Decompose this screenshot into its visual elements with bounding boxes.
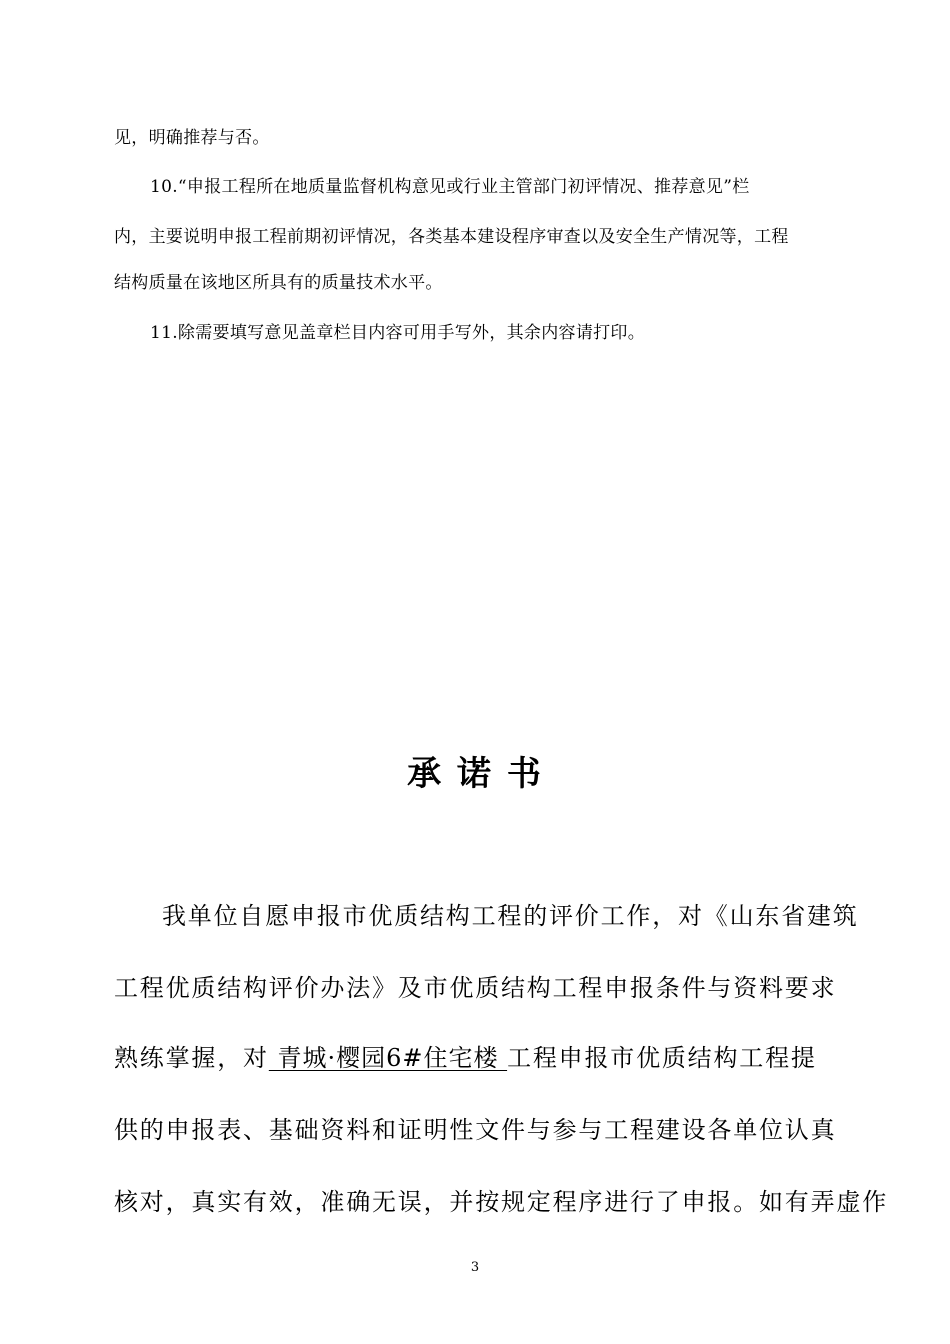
pledge-line-4: 供的申报表、基础资料和证明性文件与参与工程建设各单位认真 (114, 1116, 837, 1144)
pledge-line-3 (114, 1040, 838, 1076)
pledge-title: 承 诺 书 (407, 754, 543, 794)
pledge-line-3-suffix: 工程申报市优质结构工程提 (507, 1044, 817, 1072)
pledge-line-3-prefix: 熟练掌握，对 (114, 1044, 269, 1072)
instruction-item-11: 11.除需要填写意见盖章栏目内容可用手写外，其余内容请打印。 (150, 323, 646, 343)
project-name-field: 青城·樱园6#住宅楼 (268, 1044, 508, 1072)
instruction-item-10-line-3: 结构质量在该地区所具有的质量技术水平。 (114, 273, 443, 293)
pledge-line-2: 工程优质结构评价办法》及市优质结构工程申报条件与资料要求 (114, 974, 837, 1002)
instruction-item-10-line-2: 内，主要说明申报工程前期初评情况，各类基本建设程序审查以及安全生产情况等，工程 (114, 227, 789, 247)
page-number: 3 (470, 1260, 480, 1275)
pledge-line-5: 核对，真实有效，准确无误，并按规定程序进行了申报。如有弄虚作 (114, 1188, 888, 1216)
instruction-item-10-line-1: 10.“申报工程所在地质量监督机构意见或行业主管部门初评情况、推荐意见”栏 (150, 177, 750, 197)
instruction-line-9-end: 见，明确推荐与否。 (114, 128, 270, 148)
pledge-line-1: 我单位自愿申报市优质结构工程的评价工作，对《山东省建筑 (162, 902, 859, 930)
